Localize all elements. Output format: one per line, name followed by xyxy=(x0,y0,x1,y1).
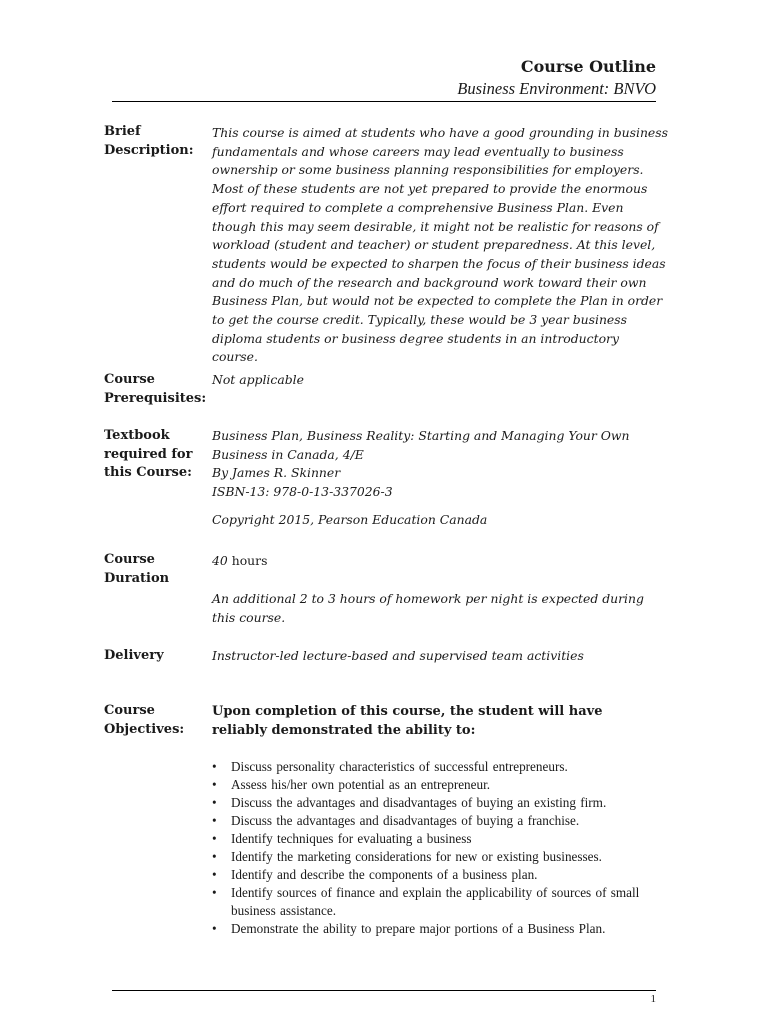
header-divider xyxy=(112,101,656,102)
textbook-isbn: ISBN-13: 978-0-13-337026-3 xyxy=(212,484,393,500)
duration-hours-number: 40 xyxy=(212,553,228,568)
duration-hours xyxy=(212,552,668,571)
page-title: Course Outline xyxy=(520,57,656,76)
textbook-label: Textbook required for this Course: xyxy=(104,428,193,480)
objectives-label: Course Objectives: xyxy=(104,703,185,737)
prerequisites-text: Not applicable xyxy=(212,372,304,387)
textbook-copyright: Copyright 2015, Pearson Education Canada xyxy=(212,511,488,527)
objectives-heading: Upon completion of this course, the student will have reliably demonstrated the ability to: xyxy=(212,704,603,738)
textbook-author: By James R. Skinner xyxy=(212,465,341,481)
description-label: Brief Description: xyxy=(104,124,194,158)
objective-item: • Discuss the advantages and disadvantages of buying a franchise. xyxy=(212,812,662,830)
objective-item: • Identify the marketing considerations for new or existing businesses. xyxy=(212,848,662,866)
prerequisites-label: Course Prerequisites: xyxy=(104,372,207,406)
delivery-text: Instructor-led lecture-based and supervised team activities xyxy=(212,648,584,663)
objective-item: • Identify sources of finance and explain the applicability of sources of small business assistance. xyxy=(212,884,662,920)
objective-item: • Demonstrate the ability to prepare major portions of a Business Plan. xyxy=(212,920,662,938)
duration-note: An additional 2 to 3 hours of homework per night is expected during this course. xyxy=(212,591,644,625)
description-text: This course is aimed at students who have a good grounding in business fundamentals and whose careers may lead eventually to business ownership or some business planning responsibilities for employers. Most of these students are not yet prepared to provide the enormous effort required to complete a comprehensive Business Plan. Even though this may seem desirable, it might not be realistic for reasons of workload (student and teacher) or student preparedness. At this level, students would be expected to sharpen the focus of their business ideas and do much of the research and background work toward their own Business Plan, but would not be expected to complete the Plan in order to get the course credit. Typically, these would be 3 year business diploma students or business degree students in an introductory course. xyxy=(212,125,668,365)
objective-item: • Identify and describe the components of a business plan. xyxy=(212,866,662,884)
duration-label: Course Duration xyxy=(104,552,170,586)
objective-item: • Discuss the advantages and disadvantages of buying an existing firm. xyxy=(212,794,662,812)
footer-divider xyxy=(112,990,656,991)
objective-item: • Identify techniques for evaluating a business xyxy=(212,830,662,848)
textbook-title-line2: Business in Canada, 4/E xyxy=(212,446,364,462)
textbook-title-line1: Business Plan, Business Reality: Starting and Managing Your Own xyxy=(212,428,630,443)
page-subtitle: Business Environment: BNVO xyxy=(457,79,656,98)
textbook-details xyxy=(212,427,668,530)
objectives-list xyxy=(212,758,662,938)
objective-item: • Assess his/her own potential as an entrepreneur. xyxy=(212,776,662,794)
duration-hours-unit: hours xyxy=(231,553,268,568)
document-header xyxy=(112,56,656,100)
objective-item: • Discuss personality characteristics of successful entrepreneurs. xyxy=(212,758,662,776)
delivery-label: Delivery xyxy=(104,648,164,663)
page-number: 1 xyxy=(650,993,656,1005)
